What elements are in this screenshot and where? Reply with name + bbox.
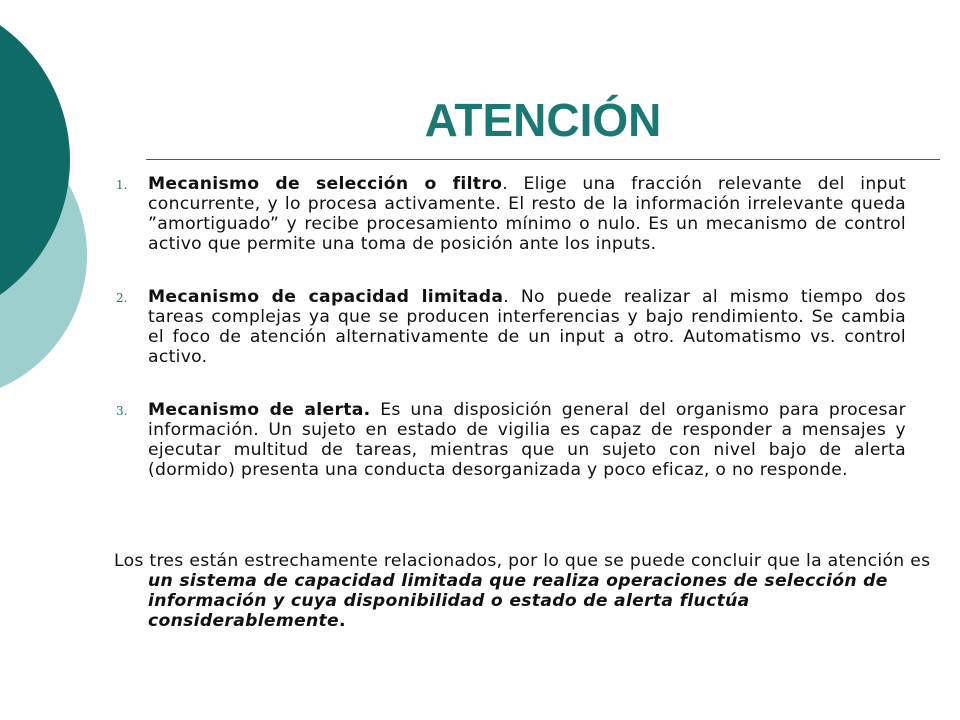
light-teal-circle [0, 110, 87, 400]
item-lead: Mecanismo de alerta. [148, 400, 371, 420]
item-number: 2. [116, 291, 128, 305]
item-lead: Mecanismo de capacidad limitada [148, 287, 504, 307]
item-number: 3. [116, 404, 128, 418]
list-item [116, 400, 906, 480]
item-paragraph [148, 174, 906, 254]
item-paragraph [148, 400, 906, 480]
dark-teal-circle [0, 0, 70, 325]
list-item [116, 287, 906, 367]
list-item [116, 174, 906, 254]
summary-emphasis: un sistema de capacidad limitada que realiza operaciones de selección de información y cuya disponibilidad o estado de alerta fluctúa considerablemente [148, 571, 888, 631]
summary-end: . [339, 611, 346, 631]
item-lead: Mecanismo de selección o filtro [148, 174, 503, 194]
item-number: 1. [116, 178, 128, 192]
summary-intro: Los tres están estrechamente relacionados, por lo que se puede concluir que la atención es [114, 551, 931, 571]
item-text: Es una disposición general del organismo para procesar información. Un sujeto en estado de vigilia es capaz de responder a mensajes y ejecutar multitud de tareas, mientras que un sujeto con nivel bajo de alerta (dormido) presenta una conducta desorganizada y poco eficaz, o no responde. [148, 400, 906, 480]
item-paragraph [148, 287, 906, 367]
slide-title: ATENCIÓN [424, 94, 662, 146]
mechanism-list [116, 174, 906, 513]
summary-paragraph [114, 551, 938, 631]
item-text: . No puede realizar al mismo tiempo dos tareas complejas ya que se producen interferencias y bajo rendimiento. Se cambia el foco de atención alternativamente de un input a otro. Automatismo vs. control activo. [148, 287, 906, 367]
item-text: . Elige una fracción relevante del input concurrente, y lo procesa activamente. El resto de la información irrelevante queda ”amortiguado” y recibe procesamiento mínimo o nulo. Es un mecanismo de control activo que permite una toma de posición ante los inputs. [148, 174, 906, 254]
title-divider [146, 159, 940, 160]
